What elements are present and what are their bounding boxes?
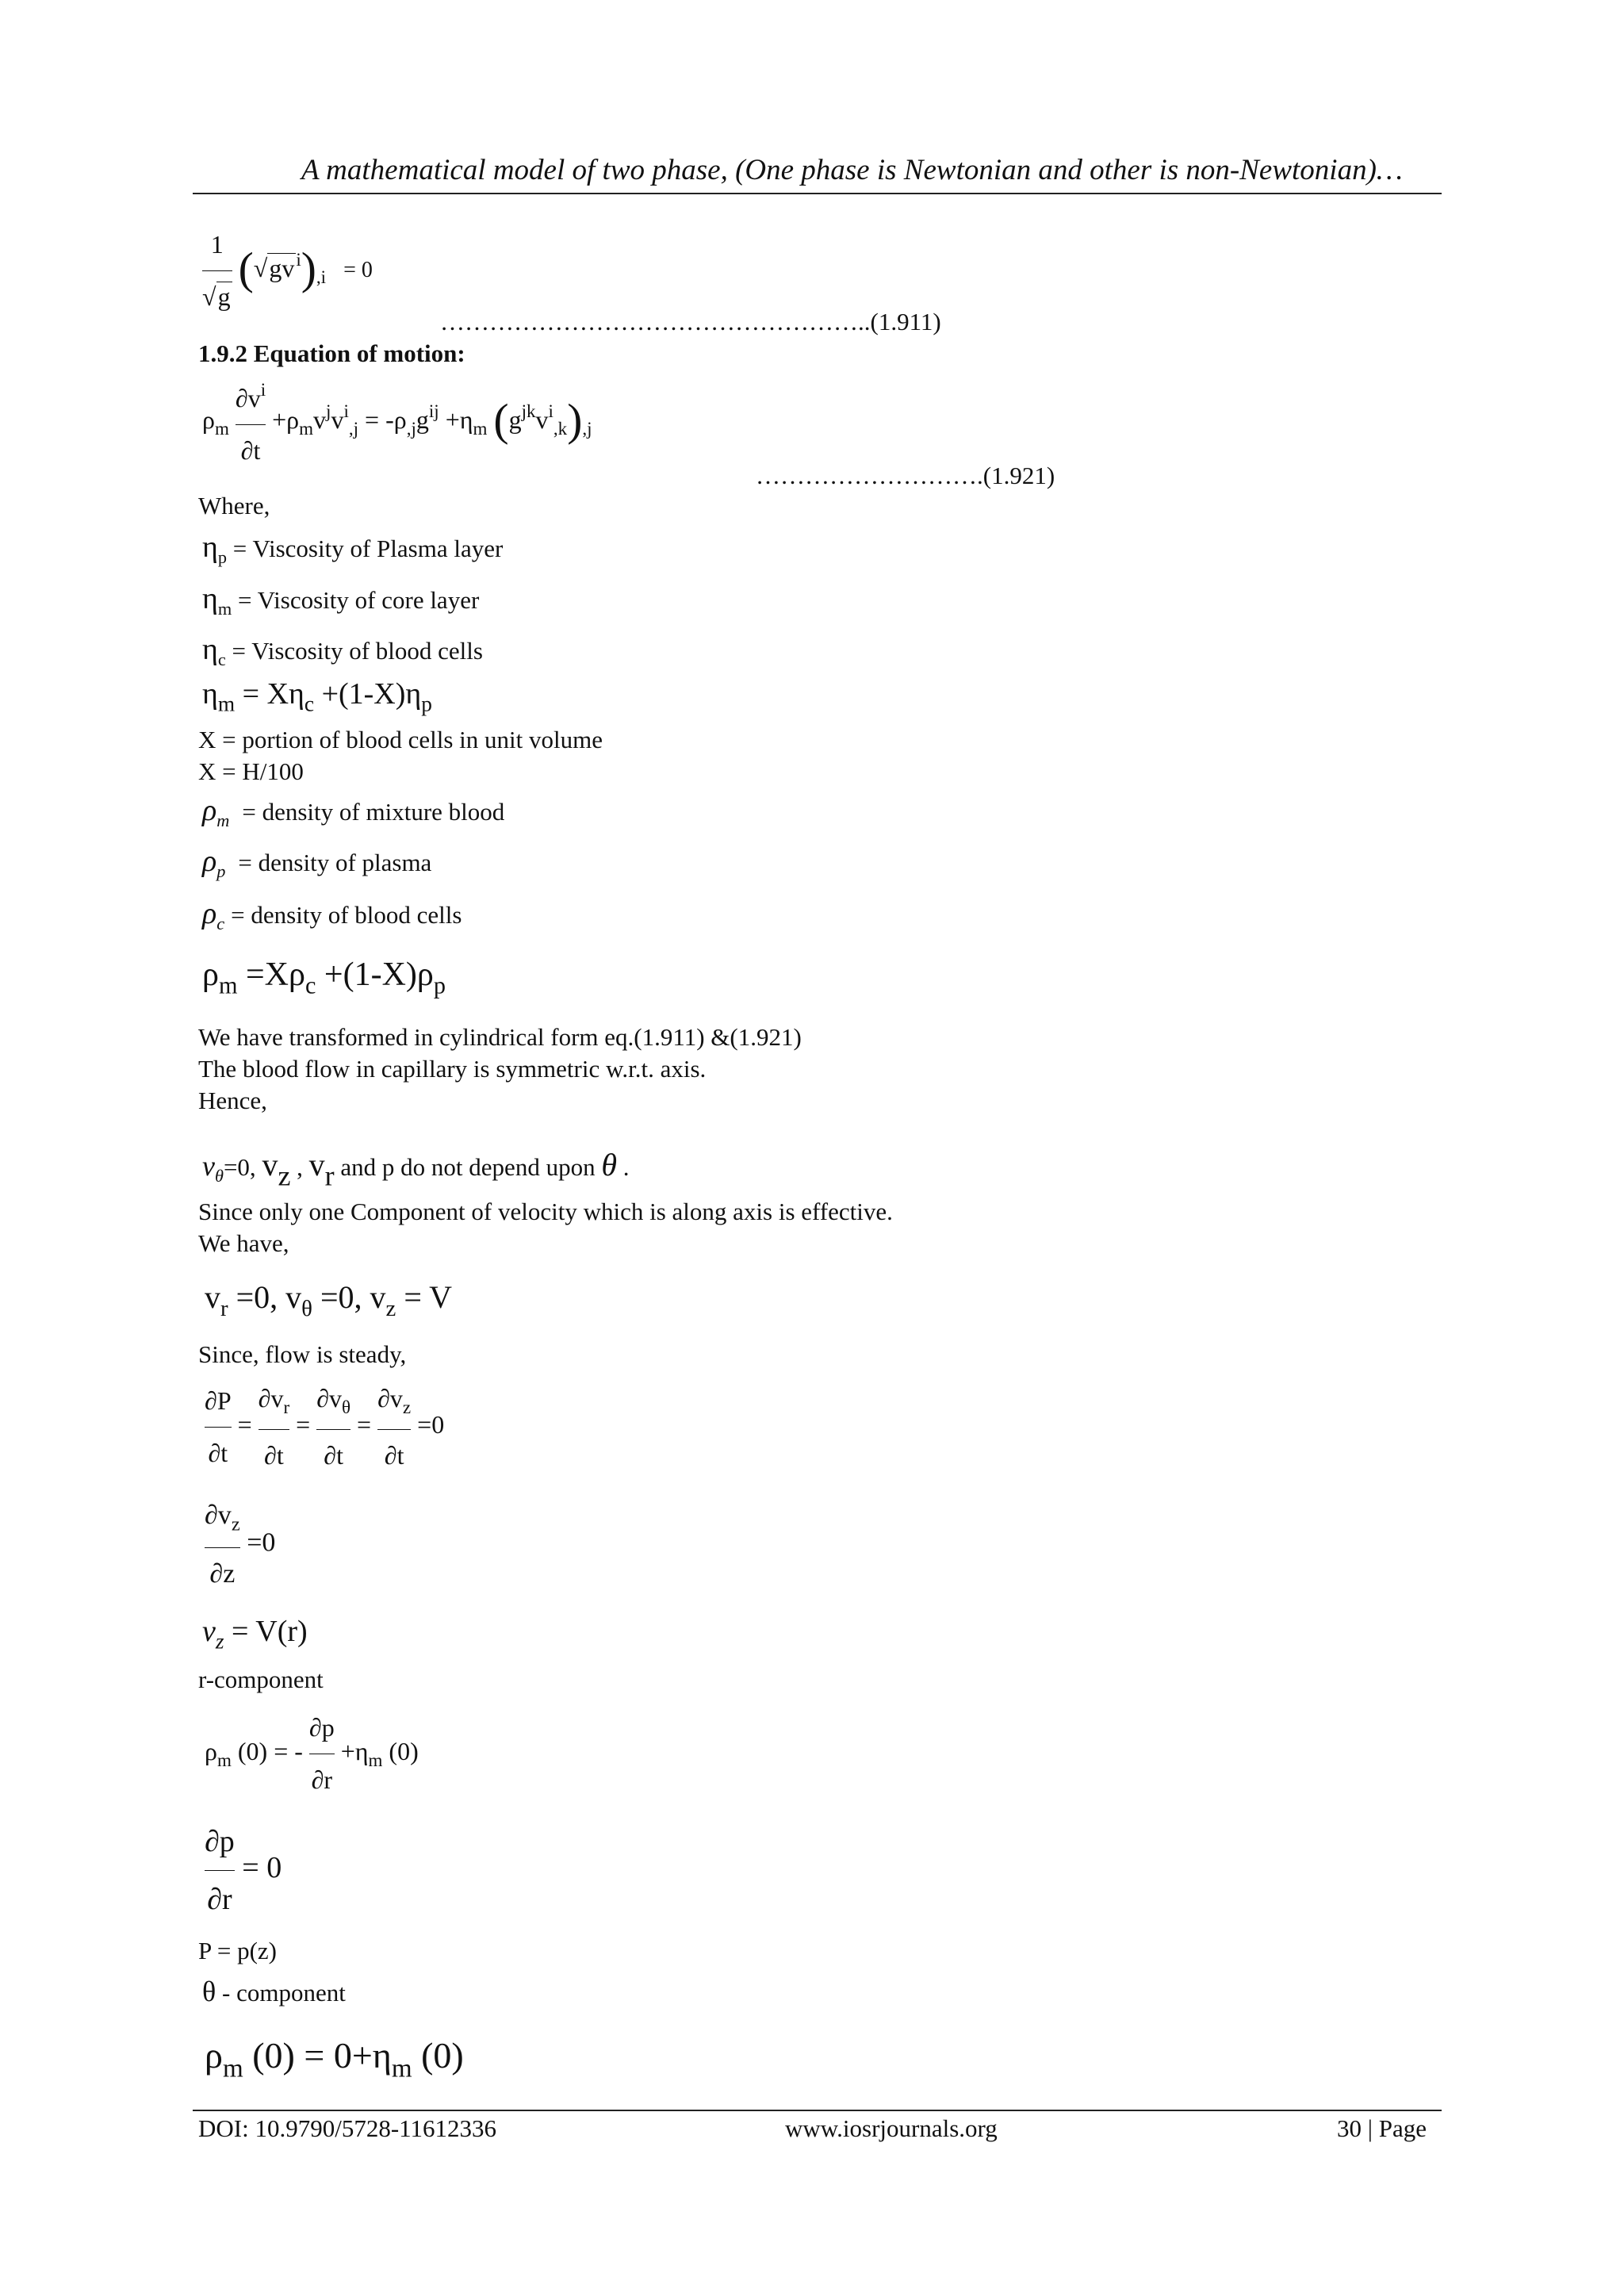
- fraction-dp-dr: $\frac{\partial p}{\partial r}$: [308, 1713, 335, 1794]
- fraction-dP-dt: $\frac{\partial P}{\partial t}$: [205, 1386, 232, 1468]
- where-label: Where,: [198, 492, 270, 519]
- dvz-dz-equation: $\frac{\partial v_z}{\partial z}$ =0: [205, 1501, 276, 1589]
- theta-component-equation: $\rho_m$ $(0) = 0+\eta_m$ (0): [205, 2035, 464, 2083]
- section-heading: 1.9.2 Equation of motion:: [198, 339, 465, 367]
- x-equals-h: X = H/100: [198, 757, 304, 785]
- root-gv: gv: [269, 253, 295, 282]
- def-rho-m: $\rho_m$ = density of mixture blood: [202, 794, 505, 830]
- paragraph-symmetric: The blood flow in capillary is symmetric w.r.t. axis.: [198, 1055, 707, 1083]
- def-eta-m: $\eta_m$ = Viscosity of core layer: [202, 582, 480, 619]
- equation-label-1911: ……………………………………………..(1.911): [440, 308, 941, 335]
- def-eta-c: $\eta_c$ = Viscosity of blood cells: [202, 633, 483, 669]
- steady-flow-equation: $\frac{\partial P}{\partial t}$ = $\frac{\partial v_r}{\partial t}$ = $\frac{\partial v_\theta}{\partial t}$ = $\frac{\partial v_z}{\partial t}$ =0: [205, 1384, 445, 1470]
- rho-m-mixture-equation: $\rho_m =X\rho_c +(1-X)\rho_p$: [202, 956, 446, 999]
- paragraph-we-have: We have,: [198, 1229, 289, 1257]
- running-title: A mathematical model of two phase, (One phase is Newtonian and other is non-Newtonian)…: [301, 154, 1403, 186]
- r-component-label: r-component: [198, 1665, 324, 1693]
- theta-component-label: θ - component: [202, 1976, 346, 2007]
- equation-1911: $\frac{1}{√g}$ $(√gv^i)_{,i} = 0$: [202, 230, 373, 311]
- fraction-dvr-dt: $\frac{\partial v_r}{\partial t}$: [258, 1384, 290, 1470]
- equation-label-1921: ……………………….(1.921): [756, 462, 1055, 489]
- vz-equals-Vr: $v_z = V(r)$: [202, 1615, 308, 1654]
- def-eta-p: $\eta_p$ = Viscosity of Plasma layer: [202, 531, 504, 567]
- paragraph-hence: Hence,: [198, 1087, 267, 1114]
- def-rho-p: $\rho_p$ = density of plasma: [202, 845, 432, 881]
- footer-doi: DOI: 10.9790/5728-11612336: [198, 2114, 496, 2142]
- paragraph-transform: We have transformed in cylindrical form eq.(1.911) &(1.921): [198, 1023, 802, 1051]
- fraction-dvz-dt: $\frac{\partial v_z}{\partial t}$: [377, 1384, 412, 1470]
- r-component-equation: $\rho_m$ (0) = - $\frac{\partial p}{\partial r}$ $+\eta_m$ (0): [205, 1713, 419, 1794]
- p-equals-pz: P = p(z): [198, 1937, 277, 1964]
- footer-website: www.iosrjournals.org: [785, 2114, 998, 2142]
- paragraph-one-component: Since only one Component of velocity which is along axis is effective.: [198, 1198, 893, 1225]
- fraction-dvtheta-dt: $\frac{\partial v_\theta}{\partial t}$: [316, 1384, 351, 1470]
- dp-dr-zero-equation: $\frac{\partial p}{\partial r}$ = 0: [205, 1825, 282, 1916]
- def-rho-c: $\rho_c$ = density of blood cells: [202, 897, 462, 933]
- footer-page-number: 30 | Page: [1337, 2114, 1427, 2142]
- eta-m-mixture-equation: $\eta_m = X\eta_c +(1-X)\eta_p$: [202, 677, 432, 716]
- x-definition: X = portion of blood cells in unit volume: [198, 726, 603, 753]
- equation-1921: $\rho_m$ $\frac{\partial v^i}{\partial t}$ $+\rho_mv^jv^i_{,j} = -\rho_{,j}g^{ij} +\eta_m$ $(g^{jk}v^i_{,k})_{,j}$: [202, 379, 592, 465]
- velocity-equation: $v_r =0$, $v_\theta =0$, $v_z = V$: [205, 1279, 453, 1322]
- fraction-dv-dt: $\frac{\partial v^i}{\partial t}$: [235, 379, 266, 465]
- footer-rule: [193, 2110, 1442, 2111]
- header-rule: [193, 193, 1442, 194]
- fraction-1-over-root-g: $\frac{1}{√g}$: [202, 230, 231, 311]
- symmetry-statement: $v_\theta=0$, vz , vr and p do not depend upon θ .: [202, 1147, 630, 1192]
- paragraph-steady: Since, flow is steady,: [198, 1340, 407, 1368]
